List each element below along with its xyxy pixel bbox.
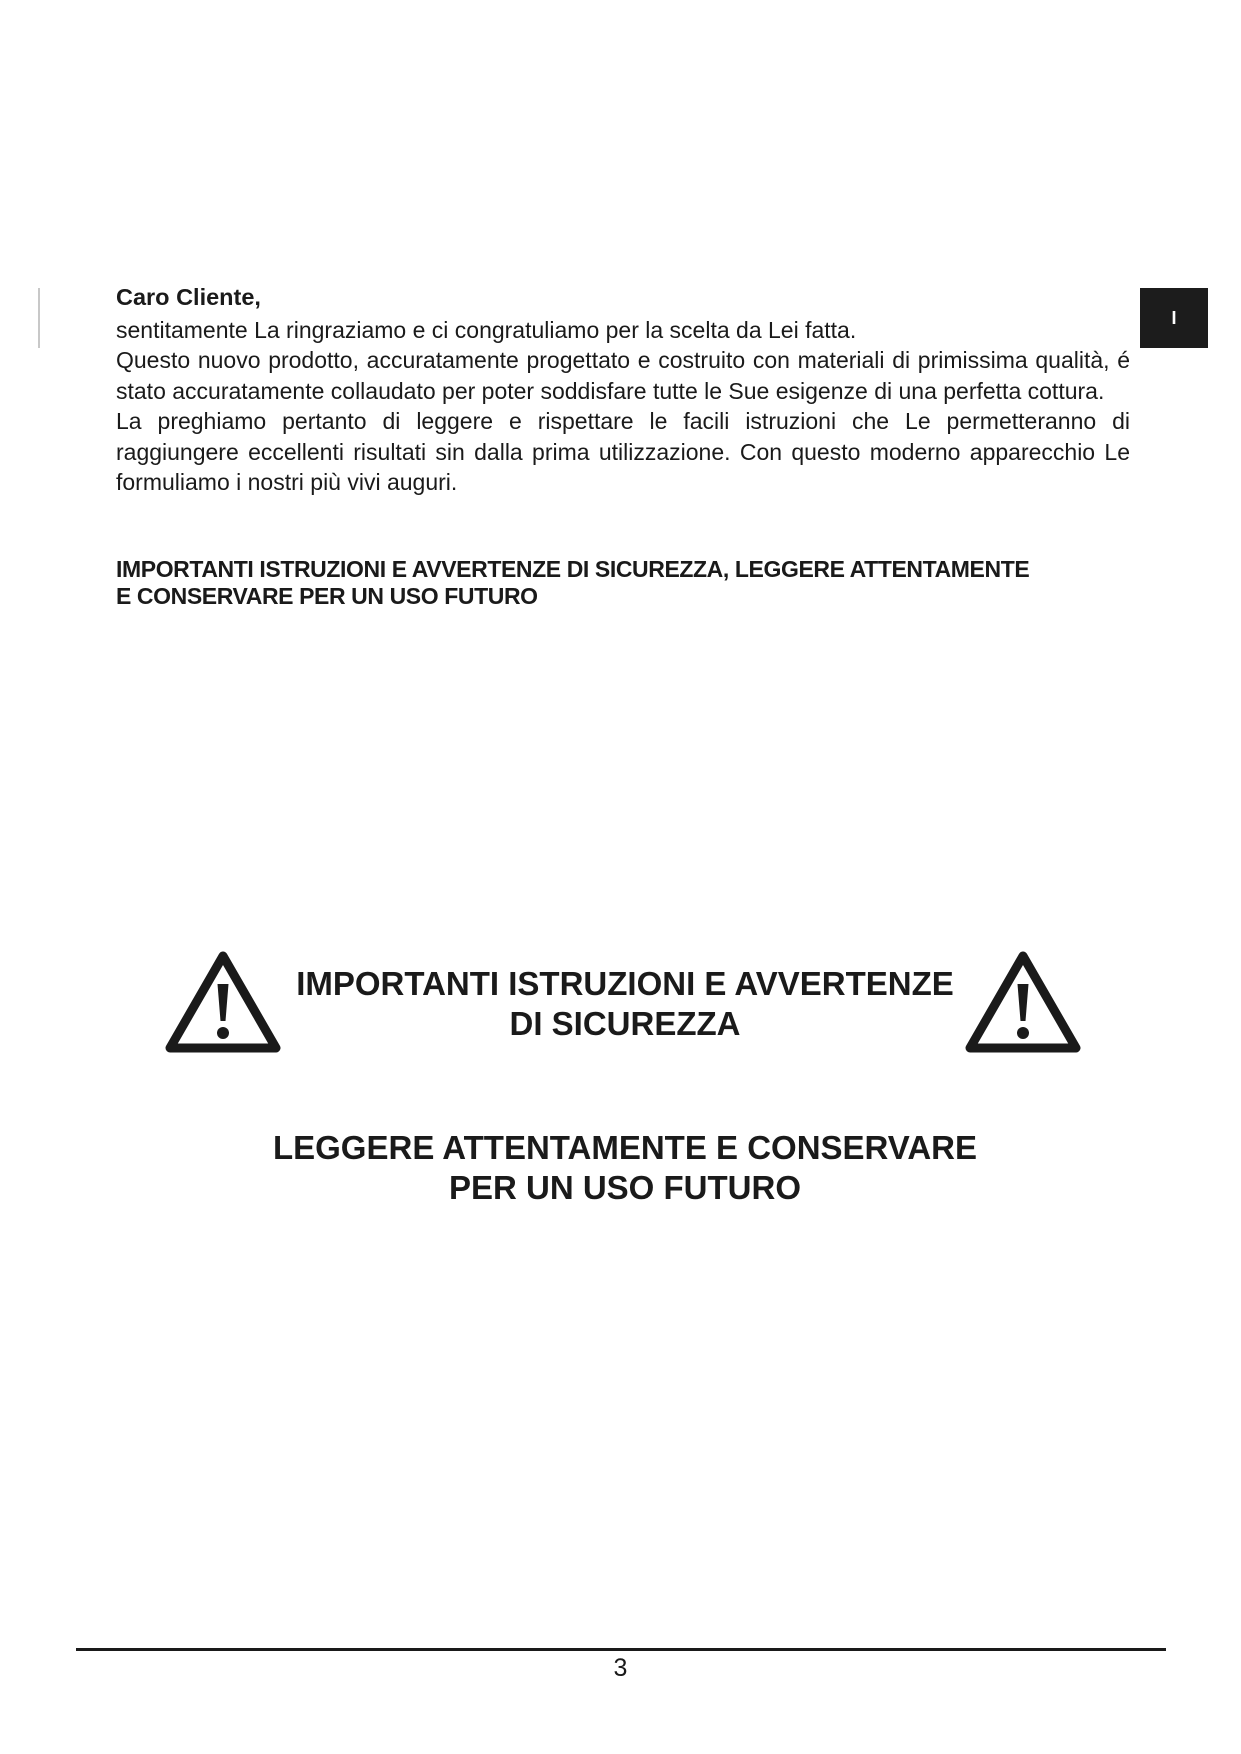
footer-divider — [76, 1648, 1166, 1651]
language-code: I — [1171, 307, 1177, 328]
warning-subtitle — [200, 1128, 1050, 1208]
intro-paragraph: La preghiamo pertanto di leggere e rispettare le facili istruzioni che Le permetteranno di raggiungere eccellenti risultati sin dalla prima utilizzazione. Con questo moderno apparecchio Le formuliamo i nostri più vivi auguri. — [116, 408, 1130, 495]
language-tab — [1140, 288, 1208, 348]
page-number: 3 — [613, 1654, 628, 1682]
warning-title-line: IMPORTANTI ISTRUZIONI E AVVERTENZE — [296, 965, 954, 1002]
warning-title — [200, 964, 1050, 1044]
warning-title-line: DI SICUREZZA — [509, 1005, 741, 1042]
important-notice-line: IMPORTANTI ISTRUZIONI E AVVERTENZE DI SICUREZZA, LEGGERE ATTENTAMENTE — [116, 556, 1030, 582]
intro-section — [116, 282, 1130, 498]
greeting: Caro Cliente, — [116, 284, 261, 310]
warning-subtitle-line: PER UN USO FUTURO — [448, 1169, 801, 1206]
warning-subtitle-line: LEGGERE ATTENTAMENTE E CONSERVARE — [272, 1129, 978, 1166]
important-notice — [116, 556, 1146, 610]
intro-paragraph: sentitamente La ringraziamo e ci congratuliamo per la scelta da Lei fatta. — [116, 316, 857, 343]
warning-triangle-icon — [962, 948, 1084, 1056]
important-notice-line: E CONSERVARE PER UN USO FUTURO — [116, 583, 538, 609]
intro-paragraph: Questo nuovo prodotto, accuratamente progettato e costruito con materiali di primissima qualità, é stato accuratamente collaudato per poter soddisfare tutte le Sue esigenze di una perfetta cottura. — [116, 347, 1130, 404]
margin-rule — [38, 288, 40, 348]
